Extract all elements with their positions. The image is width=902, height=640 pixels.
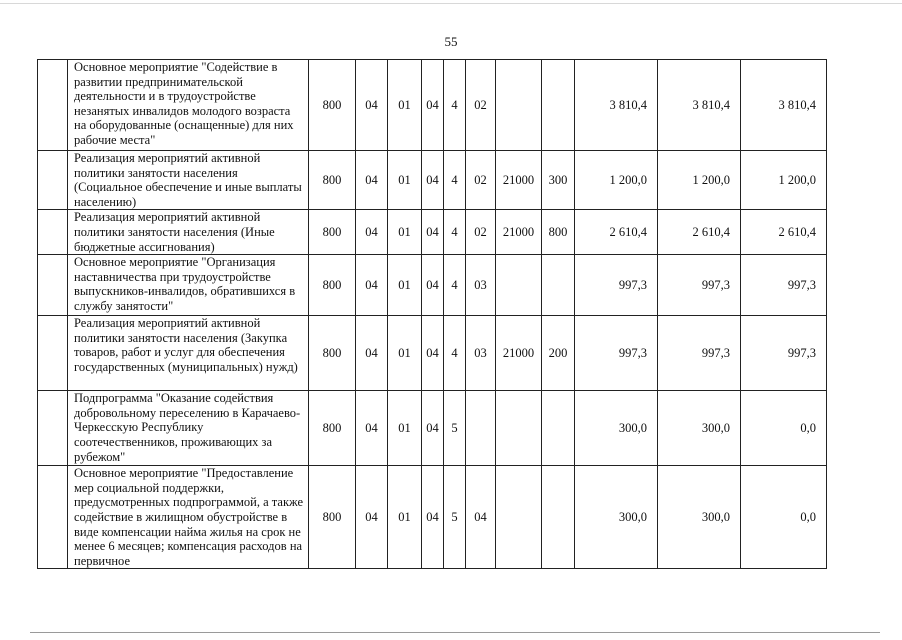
amount-year-3-cell: 3 810,4: [741, 60, 827, 151]
section-code-cell: 04: [356, 210, 388, 255]
amount-year-2-cell: 2 610,4: [658, 210, 741, 255]
direction-code-cell: 21000: [496, 316, 542, 391]
section-code-cell: 04: [356, 391, 388, 466]
subsection-code-cell: 01: [388, 210, 422, 255]
program-name-cell: Реализация мероприятий активной политики занятости населения (Социальное обеспечение и иные выплаты населению): [68, 151, 309, 210]
amount-year-3-cell: 997,3: [741, 316, 827, 391]
program-name-cell: Реализация мероприятий активной политики занятости населения (Иные бюджетные ассигнования): [68, 210, 309, 255]
amount-year-1-cell: 300,0: [575, 466, 658, 569]
program-name-cell: Основное мероприятие "Содействие в развитии предпринимательской деятельности и в трудоустройстве незанятых инвалидов молодого возраста на оборудованные (оснащенные) для них рабочие места": [68, 60, 309, 151]
amount-year-3-cell: 997,3: [741, 255, 827, 316]
program-code-cell: 04: [422, 466, 444, 569]
ministry-code-cell: 800: [309, 255, 356, 316]
ministry-code-cell: 800: [309, 466, 356, 569]
ministry-code-cell: 800: [309, 151, 356, 210]
event-code-cell: [466, 391, 496, 466]
event-code-cell: 02: [466, 60, 496, 151]
table-row: [38, 210, 827, 255]
amount-year-1-cell: 3 810,4: [575, 60, 658, 151]
subsection-code-cell: 01: [388, 60, 422, 151]
amount-year-2-cell: 300,0: [658, 466, 741, 569]
direction-code-cell: [496, 466, 542, 569]
budget-table: [37, 59, 827, 569]
direction-code-cell: [496, 255, 542, 316]
event-code-cell: 03: [466, 316, 496, 391]
program-name-cell: Основное мероприятие "Организация наставничества при трудоустройстве выпускников-инвалидов, обратившихся в службу занятости": [68, 255, 309, 316]
scan-edge-bottom: [30, 632, 880, 633]
table-row: [38, 466, 827, 569]
table-row: [38, 316, 827, 391]
event-code-cell: 03: [466, 255, 496, 316]
subprogram-code-cell: 4: [444, 255, 466, 316]
row-number-cell: [38, 391, 68, 466]
program-code-cell: 04: [422, 391, 444, 466]
amount-year-2-cell: 1 200,0: [658, 151, 741, 210]
subsection-code-cell: 01: [388, 466, 422, 569]
subprogram-code-cell: 4: [444, 316, 466, 391]
program-code-cell: 04: [422, 255, 444, 316]
section-code-cell: 04: [356, 60, 388, 151]
ministry-code-cell: 800: [309, 210, 356, 255]
row-number-cell: [38, 210, 68, 255]
amount-year-1-cell: 997,3: [575, 255, 658, 316]
program-name-cell: Основное мероприятие "Предоставление мер социальной поддержки, предусмотренных подпрограммой, а также содействие в жилищном обустройстве в виде компенсации найма жилья на срок не менее 6 месяцев; компенсация расходов на первичное: [68, 466, 309, 569]
table-row: [38, 255, 827, 316]
section-code-cell: 04: [356, 316, 388, 391]
expense-type-code-cell: 200: [542, 316, 575, 391]
subsection-code-cell: 01: [388, 151, 422, 210]
amount-year-1-cell: 1 200,0: [575, 151, 658, 210]
amount-year-1-cell: 997,3: [575, 316, 658, 391]
row-number-cell: [38, 316, 68, 391]
subprogram-code-cell: 4: [444, 151, 466, 210]
expense-type-code-cell: 300: [542, 151, 575, 210]
event-code-cell: 02: [466, 210, 496, 255]
subsection-code-cell: 01: [388, 391, 422, 466]
amount-year-2-cell: 997,3: [658, 316, 741, 391]
amount-year-3-cell: 0,0: [741, 466, 827, 569]
program-code-cell: 04: [422, 151, 444, 210]
table-row: [38, 151, 827, 210]
direction-code-cell: 21000: [496, 151, 542, 210]
program-name-cell: Реализация мероприятий активной политики занятости населения (Закупка товаров, работ и услуг для обеспечения государственных (муниципальных) нужд): [68, 316, 309, 391]
amount-year-1-cell: 300,0: [575, 391, 658, 466]
amount-year-3-cell: 1 200,0: [741, 151, 827, 210]
table-row: [38, 391, 827, 466]
subsection-code-cell: 01: [388, 316, 422, 391]
ministry-code-cell: 800: [309, 391, 356, 466]
expense-type-code-cell: [542, 255, 575, 316]
amount-year-1-cell: 2 610,4: [575, 210, 658, 255]
amount-year-3-cell: 0,0: [741, 391, 827, 466]
ministry-code-cell: 800: [309, 60, 356, 151]
program-code-cell: 04: [422, 210, 444, 255]
amount-year-3-cell: 2 610,4: [741, 210, 827, 255]
direction-code-cell: 21000: [496, 210, 542, 255]
section-code-cell: 04: [356, 255, 388, 316]
subprogram-code-cell: 4: [444, 210, 466, 255]
table-row: [38, 60, 827, 151]
subprogram-code-cell: 5: [444, 391, 466, 466]
event-code-cell: 04: [466, 466, 496, 569]
amount-year-2-cell: 997,3: [658, 255, 741, 316]
subsection-code-cell: 01: [388, 255, 422, 316]
row-number-cell: [38, 151, 68, 210]
page-number: 55: [444, 34, 458, 49]
amount-year-2-cell: 3 810,4: [658, 60, 741, 151]
program-code-cell: 04: [422, 316, 444, 391]
subprogram-code-cell: 4: [444, 60, 466, 151]
section-code-cell: 04: [356, 151, 388, 210]
scan-edge-top: [0, 3, 902, 4]
section-code-cell: 04: [356, 466, 388, 569]
amount-year-2-cell: 300,0: [658, 391, 741, 466]
program-code-cell: 04: [422, 60, 444, 151]
row-number-cell: [38, 60, 68, 151]
direction-code-cell: [496, 391, 542, 466]
subprogram-code-cell: 5: [444, 466, 466, 569]
program-name-cell: Подпрограмма "Оказание содействия добровольному переселению в Карачаево-Черкесскую Республику соотечественников, проживающих за рубежом": [68, 391, 309, 466]
expense-type-code-cell: 800: [542, 210, 575, 255]
row-number-cell: [38, 466, 68, 569]
expense-type-code-cell: [542, 391, 575, 466]
expense-type-code-cell: [542, 466, 575, 569]
event-code-cell: 02: [466, 151, 496, 210]
expense-type-code-cell: [542, 60, 575, 151]
row-number-cell: [38, 255, 68, 316]
direction-code-cell: [496, 60, 542, 151]
ministry-code-cell: 800: [309, 316, 356, 391]
